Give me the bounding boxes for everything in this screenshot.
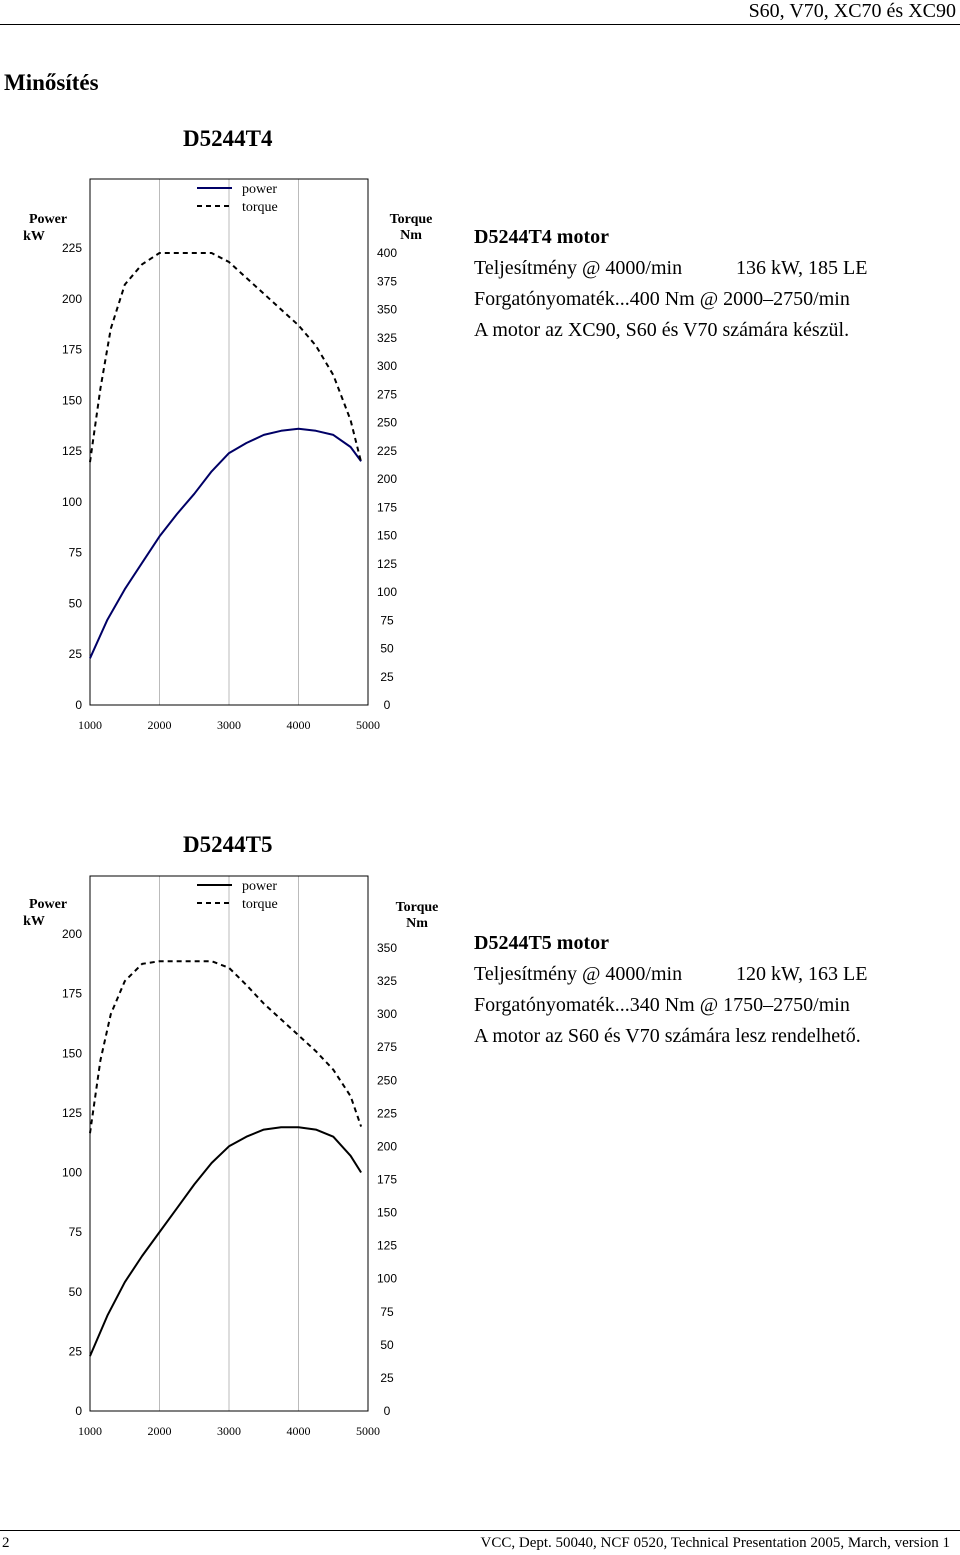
page-header	[0, 0, 960, 25]
chart-d5244t5	[0, 872, 460, 1442]
legend-label-torque: torque	[242, 200, 278, 215]
right-tick-label: 375	[376, 274, 398, 289]
right-tick-label: 100	[376, 1271, 398, 1286]
right-tick-label: 325	[376, 974, 398, 989]
legend-label-power: power	[242, 879, 277, 894]
left-tick-label: 200	[61, 927, 82, 941]
right-tick-label: 125	[376, 1238, 398, 1253]
right-tick-label: 400	[376, 246, 398, 260]
left-tick-label: 100	[61, 1165, 82, 1180]
left-axis-title: Power	[28, 212, 68, 227]
motor-title-1: D5244T4	[183, 126, 273, 151]
right-tick-label: 75	[380, 613, 394, 628]
right-tick-label: 150	[376, 1205, 398, 1220]
left-tick-label: 175	[61, 342, 82, 357]
x-tick-label: 1000	[78, 1424, 102, 1438]
right-tick-label: 225	[376, 443, 398, 458]
right-tick-label: 0	[383, 1404, 391, 1418]
footer-text: VCC, Dept. 50040, NCF 0520, Technical Presentation 2005, March, version 1	[480, 1535, 950, 1551]
x-tick-label: 2000	[147, 718, 172, 732]
right-axis-unit: Nm	[400, 228, 422, 243]
left-tick-label: 150	[61, 393, 82, 408]
torque-label: Forgatónyomaték	[474, 288, 615, 310]
x-tick-label: 4000	[286, 1424, 311, 1438]
series-line-torque	[90, 253, 361, 462]
torque-label: Forgatónyomaték	[474, 994, 615, 1016]
right-axis-title: Torque	[389, 212, 433, 227]
page-number: 2	[2, 1535, 10, 1551]
series-line-power	[90, 429, 361, 659]
right-tick-label: 350	[376, 302, 398, 317]
legend-label-power: power	[242, 182, 277, 197]
engine-note: A motor az S60 és V70 számára lesz rendelhető.	[474, 1025, 861, 1047]
right-tick-label: 75	[380, 1304, 394, 1319]
left-tick-label: 0	[75, 1404, 82, 1418]
engine-info-2: D5244T5 motor Teljesítmény @ 4000/min 120 kW, 163 LE Forgatónyomaték...340 Nm @ 1750–2750/min A motor az S60 és V70 számára lesz rendelhető.	[474, 928, 867, 1052]
x-tick-label: 3000	[217, 718, 241, 732]
engine-note: A motor az XC90, S60 és V70 számára készül.	[474, 319, 850, 341]
left-tick-label: 125	[61, 444, 82, 459]
power-label: Teljesítmény @ 4000/min	[474, 257, 683, 279]
x-tick-label: 5000	[356, 718, 380, 732]
right-tick-label: 25	[380, 669, 394, 684]
section-title: Minősítés	[4, 70, 99, 95]
right-axis-unit: Nm	[406, 916, 428, 931]
x-tick-label: 4000	[286, 718, 311, 732]
right-tick-label: 150	[376, 528, 398, 543]
x-tick-label: 1000	[78, 718, 102, 732]
chart-d5244t4	[0, 175, 460, 745]
header-title: S60, V70, XC70 és XC90	[748, 0, 956, 22]
torque-value: 340 Nm @ 1750–2750/min	[629, 994, 850, 1016]
right-tick-label: 50	[380, 641, 394, 656]
series-line-torque	[90, 961, 361, 1133]
left-tick-label: 50	[68, 596, 82, 611]
left-axis-unit: kW	[23, 914, 45, 929]
left-tick-label: 125	[61, 1105, 82, 1120]
left-tick-label: 0	[75, 698, 82, 712]
right-tick-label: 300	[376, 1007, 398, 1022]
right-tick-label: 125	[376, 556, 398, 571]
engine-heading: D5244T5 motor	[474, 932, 609, 954]
motor-title-2: D5244T5	[183, 832, 273, 857]
right-axis-title: Torque	[395, 900, 439, 915]
page-footer	[0, 1530, 960, 1555]
left-tick-label: 25	[68, 1344, 82, 1359]
right-tick-label: 175	[376, 1172, 398, 1187]
right-tick-label: 250	[376, 415, 398, 430]
power-label: Teljesítmény @ 4000/min	[474, 963, 683, 985]
series-line-power	[90, 1127, 361, 1356]
left-tick-label: 150	[61, 1046, 82, 1061]
engine-info-1: D5244T4 motor Teljesítmény @ 4000/min 136 kW, 185 LE Forgatónyomaték...400 Nm @ 2000–2750/min A motor az XC90, S60 és V70 számára készül.	[474, 222, 867, 346]
right-tick-label: 50	[380, 1337, 394, 1352]
power-value: 120 kW, 163 LE	[736, 963, 868, 985]
left-tick-label: 225	[61, 241, 82, 255]
left-tick-label: 100	[61, 494, 82, 509]
left-axis-unit: kW	[23, 229, 45, 244]
right-tick-label: 275	[376, 387, 398, 402]
left-tick-label: 75	[68, 545, 82, 560]
left-tick-label: 25	[68, 647, 82, 662]
x-tick-label: 2000	[147, 1424, 172, 1438]
right-tick-label: 0	[383, 698, 391, 712]
right-tick-label: 325	[376, 330, 398, 345]
left-tick-label: 175	[61, 986, 82, 1001]
left-tick-label: 200	[61, 291, 82, 306]
right-tick-label: 225	[376, 1106, 398, 1121]
left-tick-label: 50	[68, 1284, 82, 1299]
right-tick-label: 200	[376, 472, 398, 486]
right-tick-label: 275	[376, 1040, 398, 1055]
torque-value: 400 Nm @ 2000–2750/min	[629, 288, 850, 310]
right-tick-label: 200	[376, 1139, 398, 1154]
left-tick-label: 75	[68, 1225, 82, 1240]
x-tick-label: 3000	[217, 1424, 241, 1438]
left-axis-title: Power	[28, 897, 68, 912]
power-value: 136 kW, 185 LE	[736, 257, 868, 279]
right-tick-label: 100	[376, 585, 398, 599]
right-tick-label: 175	[376, 500, 398, 515]
right-tick-label: 250	[376, 1073, 398, 1088]
right-tick-label: 25	[380, 1370, 394, 1385]
right-tick-label: 300	[376, 359, 398, 373]
legend-label-torque: torque	[242, 897, 278, 912]
engine-heading: D5244T4 motor	[474, 226, 609, 248]
x-tick-label: 5000	[356, 1424, 380, 1438]
right-tick-label: 350	[376, 941, 398, 955]
